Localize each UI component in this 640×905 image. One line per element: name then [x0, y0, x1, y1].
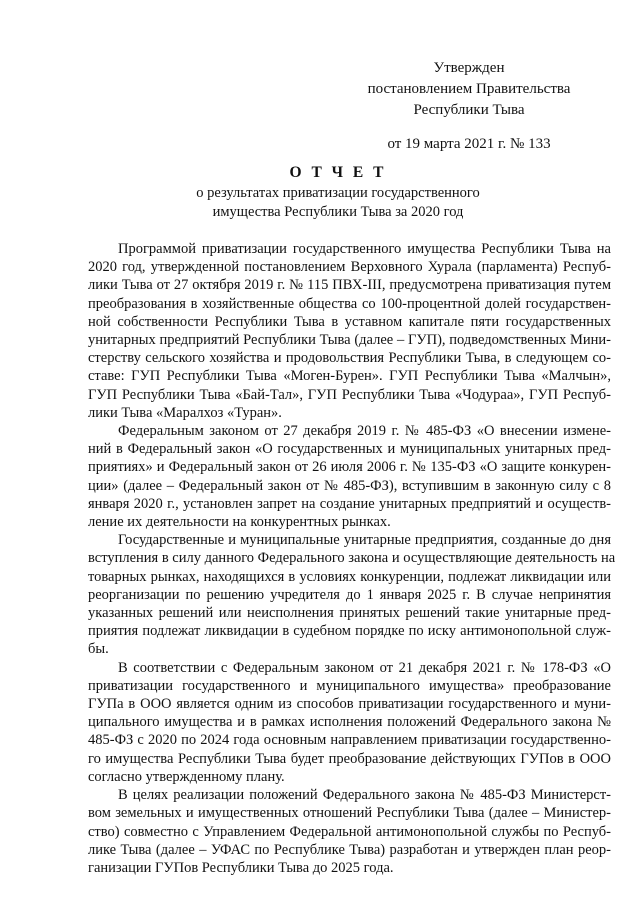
paragraph-line: января 2020 г., установлен запрет на создание унитарных предприятий и осуществ-	[88, 495, 611, 512]
paragraph-line: Программой приватизации государственного имущества Республики Тыва на	[118, 241, 611, 257]
approval-line-3: Республики Тыва	[413, 102, 525, 118]
paragraph-4	[88, 659, 611, 786]
paragraph-line: товарных рынках, находящихся в условиях конкуренции, подлежат ликвидации или	[88, 568, 611, 585]
paragraph-line: стерству сельского хозяйства и продовольствия Республики Тыва, в следующем со-	[88, 350, 611, 367]
document-body	[88, 240, 616, 877]
paragraph-line: реорганизации по решению учредителя до 1 января 2025 г. В случае непринятия	[88, 586, 611, 603]
paragraph-line: ции» (далее – Федеральный закон от № 485-ФЗ), вступившим в законную силу с 8	[88, 477, 611, 494]
paragraph-line: ной собственности Республики Тыва в уставном капитале пяти государственных	[88, 313, 611, 330]
paragraph-line: вом земельных и имущественных отношений Республики Тыва (далее – Министер-	[88, 805, 611, 822]
paragraph-1	[88, 240, 611, 422]
paragraph-line: вступления в силу данного Федерального закона и осуществляющие деятельность на	[88, 550, 616, 567]
paragraph-line: унитарных предприятий Республики Тыва (далее – ГУП), подведомственных Мини-	[88, 332, 611, 349]
paragraph-line: ление их деятельности на конкурентных рынках.	[88, 514, 391, 531]
paragraph-line: ставе: ГУП Республики Тыва «Моген-Бурен». ГУП Республики Тыва «Малчын»,	[88, 368, 611, 385]
paragraph-line: В соответствии с Федеральным законом от 21 декабря 2021 г. № 178-ФЗ «О	[118, 659, 611, 676]
paragraph-line: бы.	[88, 641, 109, 658]
paragraph-line: ципального имущества и в рамках исполнения положений Федерального закона №	[88, 714, 611, 731]
paragraph-line: ганизации ГУПов Республики Тыва до 2025 года.	[88, 859, 394, 876]
paragraph-line: указанных решений или неисполнения принятых решений такие унитарные пред-	[88, 605, 611, 622]
approval-stamp	[354, 58, 584, 155]
approval-date: от 19 марта 2021 г. № 133	[387, 136, 551, 152]
subtitle-line-2: имущества Республики Тыва за 2020 год	[212, 204, 464, 220]
paragraph-line: согласно утвержденному плану.	[88, 768, 285, 785]
approval-line-2: постановлением Правительства	[367, 81, 571, 97]
paragraph-line: 485-ФЗ с 2020 по 2024 года основным направлением приватизации государственно-	[88, 732, 611, 749]
paragraph-5	[88, 786, 611, 877]
paragraph-line: преобразования в хозяйственные общества со 100-процентной долей государствен-	[88, 295, 611, 312]
paragraph-line: ГУПа в ООО является одним из способов приватизации государственного и муни-	[88, 696, 611, 713]
paragraph-line: В целях реализации положений Федерального закона № 485-ФЗ Министерст-	[118, 787, 611, 804]
paragraph-line: приватизации государственного и муниципального имущества» преобразование	[88, 677, 611, 694]
approval-line-1: Утвержден	[433, 60, 505, 76]
paragraph-line: Федеральным законом от 27 декабря 2019 г. № 485-ФЗ «О внесении измене-	[118, 423, 611, 440]
paragraph-line: Государственные и муниципальные унитарные предприятия, созданные до дня	[118, 532, 611, 549]
paragraph-line: го имущества Республики Тыва будет преобразование действующих ГУПов в ООО	[88, 750, 611, 767]
subtitle-line-1: о результатах приватизации государственного	[196, 185, 480, 201]
paragraph-line: ний в Федеральный закон «О государственных и муниципальных унитарных пред-	[88, 441, 611, 458]
paragraph-line: лики Тыва «Маралхоз «Туран».	[88, 404, 282, 421]
paragraph-line: лике Тыва (далее – УФАС по Республике Тыва) разработан и утвержден план реор-	[88, 841, 611, 858]
document-title: О Т Ч Е Т	[289, 164, 387, 181]
paragraph-line: лики Тыва от 27 октября 2019 г. № 115 ПВХ-III, предусмотрена приватизация путем	[88, 277, 611, 294]
paragraph-line: ство) совместно с Управлением Федеральной антимонопольной службы по Респуб-	[88, 823, 611, 840]
document-subtitle	[88, 184, 588, 222]
paragraph-3	[88, 531, 616, 658]
paragraph-line: ГУП Республики Тыва «Бай-Тал», ГУП Республики Тыва «Чодураа», ГУП Респуб-	[88, 386, 611, 403]
paragraph-line: приятиях» и Федеральный закон от 26 июля 2006 г. № 135-ФЗ «О защите конкурен-	[88, 459, 611, 476]
paragraph-line: 2020 год, утвержденной постановлением Верховного Хурала (парламента) Респуб-	[88, 259, 611, 276]
paragraph-line: приятия подлежат ликвидации в судебном порядке по иску антимонопольной служ-	[88, 623, 611, 640]
paragraph-2	[88, 422, 611, 531]
